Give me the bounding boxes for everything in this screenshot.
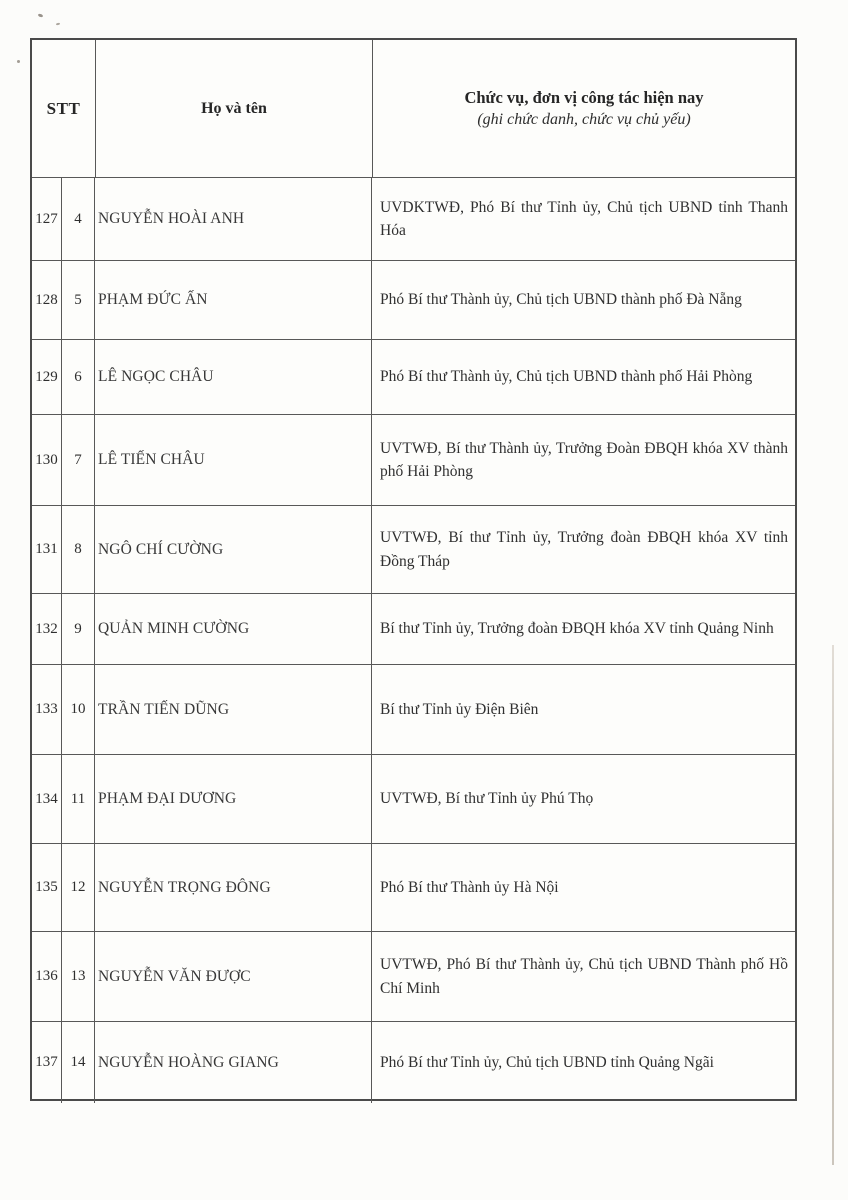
table-row: [32, 340, 795, 415]
row-position: [372, 844, 795, 931]
header-position-title: Chức vụ, đơn vị công tác hiện nay: [464, 88, 704, 107]
row-subnumber: 8: [62, 506, 95, 593]
row-number: 127: [32, 178, 62, 260]
scan-page-edge-line: [832, 645, 834, 1165]
row-number: 135: [32, 844, 62, 931]
row-position: [372, 932, 795, 1021]
header-stt: STT: [32, 40, 96, 177]
table-row: [32, 415, 795, 506]
row-name: LÊ NGỌC CHÂU: [95, 340, 372, 414]
row-name: PHẠM ĐỨC ẤN: [95, 261, 372, 339]
scan-speckle: [17, 60, 20, 63]
row-position: [372, 1022, 795, 1103]
row-name: NGÔ CHÍ CƯỜNG: [95, 506, 372, 593]
row-subnumber: 9: [62, 594, 95, 664]
row-position-text: UVTWĐ, Bí thư Tỉnh ủy, Trưởng đoàn ĐBQH khóa XV tỉnh Đồng Tháp: [380, 529, 788, 570]
row-position: [372, 178, 795, 260]
row-number: 128: [32, 261, 62, 339]
row-name: NGUYỄN HOÀI ANH: [95, 178, 372, 260]
row-position-text: UVDKTWĐ, Phó Bí thư Tỉnh ủy, Chủ tịch UBND tỉnh Thanh Hóa: [380, 198, 788, 239]
row-subnumber: 14: [62, 1022, 95, 1103]
table-row: [32, 506, 795, 594]
scan-speckle: [38, 13, 44, 18]
row-position-text: Bí thư Tỉnh ủy, Trưởng đoàn ĐBQH khóa XV tỉnh Quảng Ninh: [380, 620, 774, 638]
row-position-text: Phó Bí thư Thành ủy, Chủ tịch UBND thành phố Hải Phòng: [380, 368, 753, 386]
row-number: 129: [32, 340, 62, 414]
table-row: [32, 1022, 795, 1103]
row-position-text: UVTWĐ, Bí thư Thành ủy, Trưởng Đoàn ĐBQH khóa XV thành phố Hải Phòng: [380, 439, 788, 480]
row-subnumber: 7: [62, 415, 95, 505]
scan-speckle: [56, 23, 60, 26]
row-subnumber: 6: [62, 340, 95, 414]
table-row: [32, 755, 795, 844]
row-position-text: UVTWĐ, Bí thư Tỉnh ủy Phú Thọ: [380, 790, 594, 808]
row-subnumber: 13: [62, 932, 95, 1021]
row-position-text: Phó Bí thư Thành ủy Hà Nội: [380, 878, 559, 896]
table-row: [32, 261, 795, 340]
row-name: PHẠM ĐẠI DƯƠNG: [95, 755, 372, 843]
row-subnumber: 5: [62, 261, 95, 339]
table-row: [32, 665, 795, 755]
row-subnumber: 10: [62, 665, 95, 754]
row-subnumber: 4: [62, 178, 95, 260]
row-name: NGUYỄN VĂN ĐƯỢC: [95, 932, 372, 1021]
row-number: 132: [32, 594, 62, 664]
row-name: NGUYỄN HOÀNG GIANG: [95, 1022, 372, 1103]
table-header-row: [32, 40, 795, 178]
row-number: 131: [32, 506, 62, 593]
row-position: [372, 506, 795, 593]
row-position-text: Phó Bí thư Tỉnh ủy, Chủ tịch UBND tỉnh Quảng Ngãi: [380, 1053, 714, 1071]
header-position-subtitle: (ghi chức danh, chức vụ chủ yếu): [477, 111, 691, 128]
table-row: [32, 594, 795, 665]
row-position: [372, 340, 795, 414]
table-row: [32, 178, 795, 261]
row-number: 137: [32, 1022, 62, 1103]
row-position: [372, 415, 795, 505]
row-name: QUẢN MINH CƯỜNG: [95, 594, 372, 664]
row-name: LÊ TIẾN CHÂU: [95, 415, 372, 505]
row-position-text: Phó Bí thư Thành ủy, Chủ tịch UBND thành phố Đà Nẵng: [380, 291, 742, 309]
row-position: [372, 665, 795, 754]
table-row: [32, 844, 795, 932]
row-number: 130: [32, 415, 62, 505]
header-name: Họ và tên: [96, 40, 373, 177]
row-position-text: UVTWĐ, Phó Bí thư Thành ủy, Chủ tịch UBND Thành phố Hồ Chí Minh: [380, 956, 788, 997]
row-name: TRẦN TIẾN DŨNG: [95, 665, 372, 754]
row-position: [372, 261, 795, 339]
header-position: [373, 40, 795, 177]
row-number: 136: [32, 932, 62, 1021]
row-position: [372, 594, 795, 664]
officials-table: [30, 38, 797, 1101]
row-name: NGUYỄN TRỌNG ĐÔNG: [95, 844, 372, 931]
row-subnumber: 12: [62, 844, 95, 931]
row-position: [372, 755, 795, 843]
row-number: 133: [32, 665, 62, 754]
table-row: [32, 932, 795, 1022]
row-position-text: Bí thư Tỉnh ủy Điện Biên: [380, 700, 539, 718]
row-subnumber: 11: [62, 755, 95, 843]
row-number: 134: [32, 755, 62, 843]
